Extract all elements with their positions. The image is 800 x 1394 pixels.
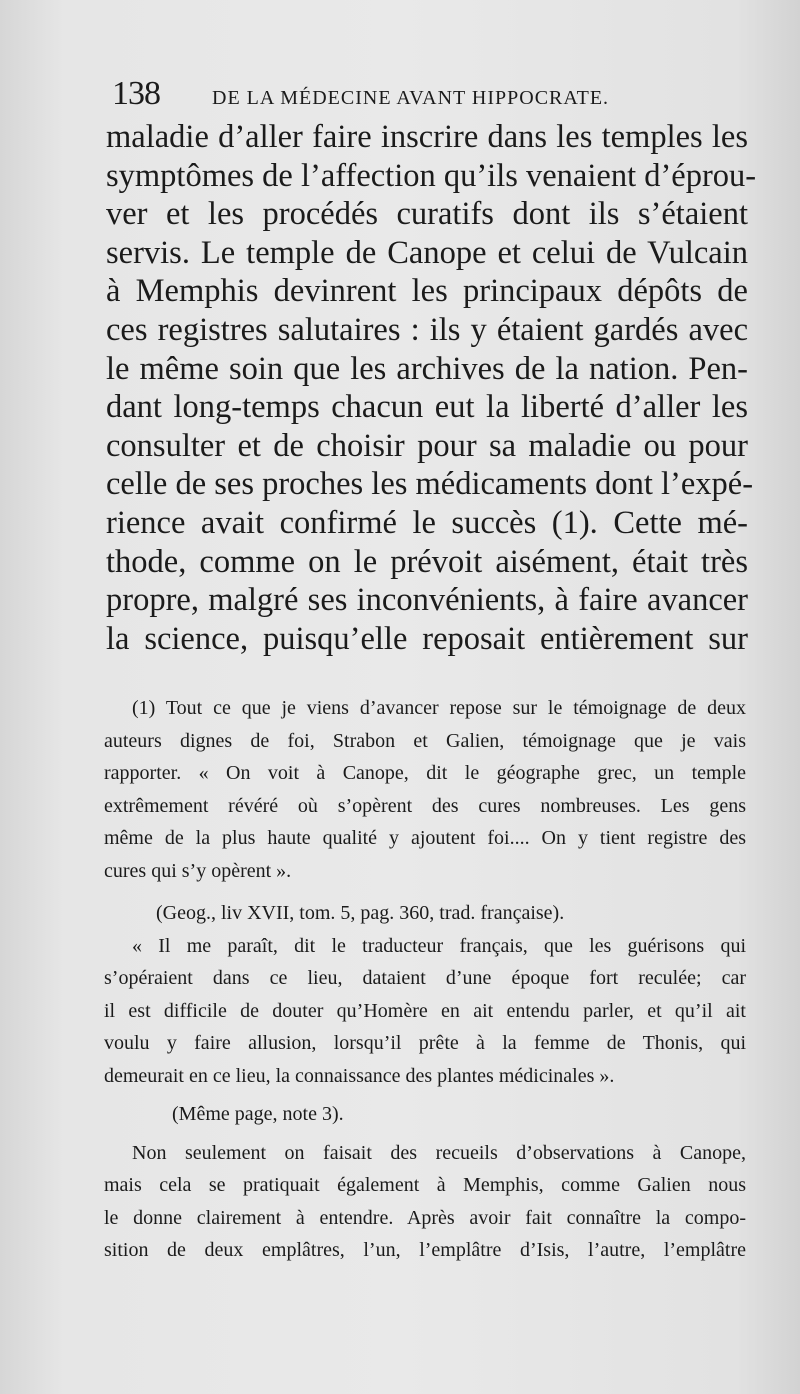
footnote-line: même de la plus haute qualité y ajoutent foi.... On y tient registre des xyxy=(104,827,746,849)
footnote-line: s’opéraient dans ce lieu, dataient d’une époque fort reculée; car xyxy=(104,967,746,989)
spacer xyxy=(104,887,746,897)
main-text-line: le même soin que les archives de la nation. Pen- xyxy=(106,350,748,387)
main-text-line: thode, comme on le prévoit aisément, était très xyxy=(106,543,748,580)
main-text-line: dant long-temps chacun eut la liberté d’aller les xyxy=(106,389,748,426)
footnote-line: il est difficile de douter qu’Homère en ait entendu parler, et qu’il ait xyxy=(104,999,746,1022)
main-text-line: consulter et de choisir pour sa maladie ou pour xyxy=(106,427,748,464)
footnote-line: cures qui s’y opèrent ». xyxy=(104,859,292,882)
footnote-line: extrêmement révéré où s’opèrent des cures nombreuses. Les gens xyxy=(104,794,746,817)
footnote-line: sition de deux emplâtres, l’un, l’emplâtre d’Isis, l’autre, l’emplâtre xyxy=(104,1239,746,1261)
main-text xyxy=(106,118,757,658)
main-text-line: celle de ses proches les médicaments dont l’expé- xyxy=(106,466,754,503)
main-text-line: à Memphis devinrent les principaux dépôts de xyxy=(106,273,748,310)
main-text-line: rience avait confirmé le succès (1). Cette mé- xyxy=(106,504,748,541)
footnote-line: auteurs dignes de foi, Strabon et Galien, témoignage que je vais xyxy=(104,729,746,752)
footnote-line: Non seulement on faisait des recueils d’observations à Canope, xyxy=(132,1141,746,1164)
footnote xyxy=(104,692,746,1267)
footnote-line: « Il me paraît, dit le traducteur français, que les guérisons qui xyxy=(132,934,746,957)
footnote-line: rapporter. « On voit à Canope, dit le géographe grec, un temple xyxy=(104,762,746,784)
running-head: DE LA MÉDECINE AVANT HIPPOCRATE. xyxy=(212,87,610,109)
main-text-line: maladie d’aller faire inscrire dans les temples les xyxy=(106,119,748,155)
footnote-line: demeurait en ce lieu, la connaissance des plantes médicinales ». xyxy=(104,1064,615,1087)
main-text-line: ver et les procédés curatifs dont ils s’étaient xyxy=(106,196,748,233)
main-text-line: symptômes de l’affection qu’ils venaient d’éprou- xyxy=(106,157,757,194)
footnote-line: le donne clairement à entendre. Après avoir fait connaître la compo- xyxy=(104,1206,746,1229)
footnote-citation: (Geog., liv XVII, tom. 5, pag. 360, trad. française). xyxy=(156,902,565,924)
main-text-line: propre, malgré ses inconvénients, à faire avancer xyxy=(106,582,748,619)
footnote-line: mais cela se pratiquait également à Memphis, comme Galien nous xyxy=(104,1174,746,1196)
footnote-line: (1) Tout ce que je viens d’avancer repose sur le témoignage de deux xyxy=(132,697,746,719)
page-header xyxy=(112,72,672,116)
main-text-line: servis. Le temple de Canope et celui de Vulcain xyxy=(106,234,748,271)
footnote-citation: (Même page, note 3). xyxy=(172,1103,344,1125)
main-text-line: ces registres salutaires : ils y étaient gardés avec xyxy=(106,311,748,348)
footnote-line: voulu y faire allusion, lorsqu’il prête à la femme de Thonis, qui xyxy=(104,1032,746,1054)
main-text-line: la science, puisqu’elle reposait entièrement sur xyxy=(106,620,748,657)
page-number: 138 xyxy=(112,75,160,112)
